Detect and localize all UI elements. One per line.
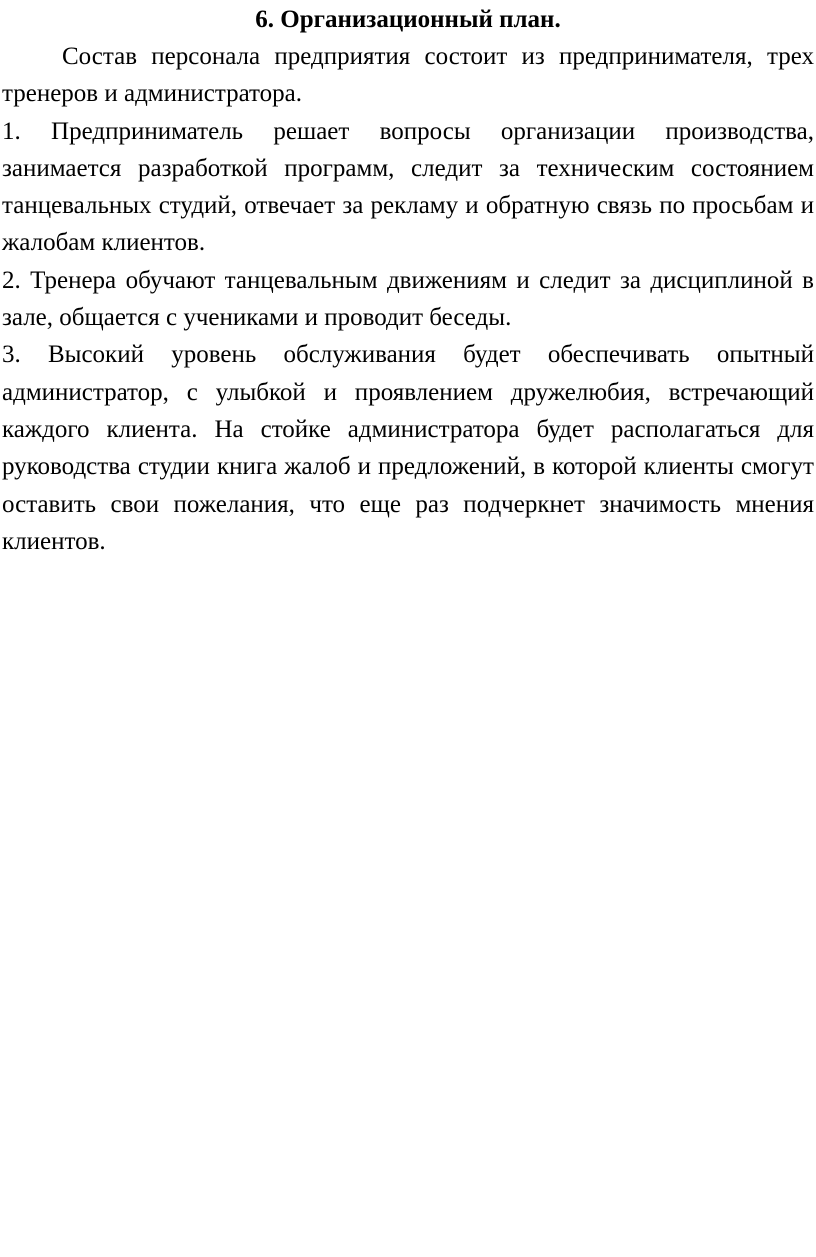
section-title: 6. Организационный план. [255, 6, 561, 33]
item-3-paragraph: 3. Высокий уровень обслуживания будет обеспечивать опытный администратор, с улыбкой и проявлением дружелюбия, встречающий каждого клиента. На стойке администратора будет располагаться для руководства студии книга жалоб и предложений, в которой клиенты смогут оставить свои пожелания, что еще раз подчеркнет значимость мнения клиентов. [2, 341, 814, 555]
item-2-paragraph: 2. Тренера обучают танцевальным движениям и следит за дисциплиной в зале, общается с учениками и проводит беседы. [2, 266, 814, 332]
intro-paragraph: Состав персонала предприятия состоит из предпринимателя, трех тренеров и администратора. [2, 43, 814, 108]
item-1-paragraph: 1. Предприниматель решает вопросы организации производства, занимается разработкой программ, следит за техническим состоянием танцевальных студий, отвечает за рекламу и обратную связь по просьбам и жалобам клиентов. [2, 117, 814, 257]
